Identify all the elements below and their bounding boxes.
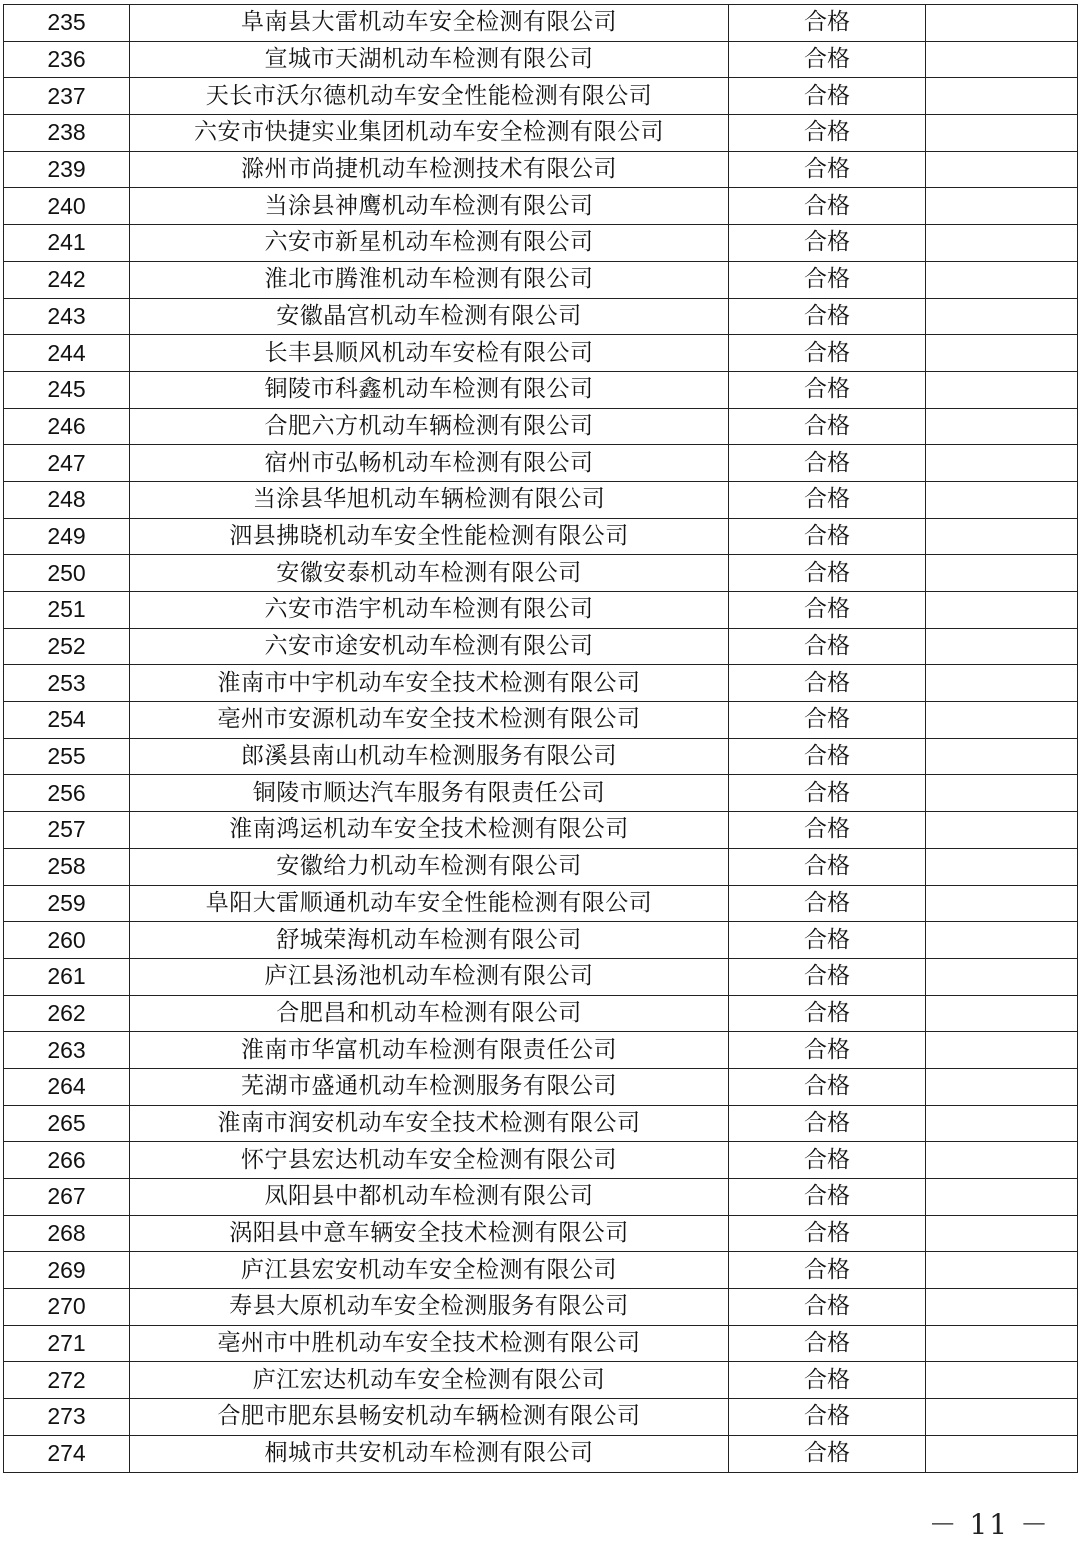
remark-cell <box>926 41 1078 78</box>
result-cell: 合格 <box>729 518 926 555</box>
company-name-cell: 六安市浩宇机动车检测有限公司 <box>130 592 729 629</box>
table-row <box>4 555 1078 592</box>
row-number-cell: 235 <box>4 5 130 42</box>
table-row <box>4 225 1078 262</box>
remark-cell <box>926 481 1078 518</box>
row-number-cell: 274 <box>4 1435 130 1472</box>
table-row <box>4 738 1078 775</box>
result-cell: 合格 <box>729 1032 926 1069</box>
company-name-cell: 芜湖市盛通机动车检测服务有限公司 <box>130 1068 729 1105</box>
company-name-cell: 涡阳县中意车辆安全技术检测有限公司 <box>130 1215 729 1252</box>
table-row <box>4 261 1078 298</box>
result-cell: 合格 <box>729 1252 926 1289</box>
table-row <box>4 1105 1078 1142</box>
table-row <box>4 885 1078 922</box>
result-cell: 合格 <box>729 5 926 42</box>
remark-cell <box>926 1289 1078 1326</box>
table-row <box>4 1032 1078 1069</box>
result-cell: 合格 <box>729 41 926 78</box>
result-cell: 合格 <box>729 1105 926 1142</box>
company-name-cell: 安徽给力机动车检测有限公司 <box>130 848 729 885</box>
result-cell: 合格 <box>729 225 926 262</box>
table-row <box>4 1068 1078 1105</box>
remark-cell <box>926 225 1078 262</box>
row-number-cell: 265 <box>4 1105 130 1142</box>
row-number-cell: 266 <box>4 1142 130 1179</box>
company-name-cell: 合肥六方机动车辆检测有限公司 <box>130 408 729 445</box>
row-number-cell: 236 <box>4 41 130 78</box>
table-row <box>4 188 1078 225</box>
company-name-cell: 安徽晶宫机动车检测有限公司 <box>130 298 729 335</box>
table-row <box>4 958 1078 995</box>
remark-cell <box>926 261 1078 298</box>
company-name-cell: 桐城市共安机动车检测有限公司 <box>130 1435 729 1472</box>
result-cell: 合格 <box>729 1142 926 1179</box>
result-cell: 合格 <box>729 592 926 629</box>
table-row <box>4 151 1078 188</box>
result-cell: 合格 <box>729 738 926 775</box>
company-name-cell: 合肥昌和机动车检测有限公司 <box>130 995 729 1032</box>
result-cell: 合格 <box>729 812 926 849</box>
table-row <box>4 775 1078 812</box>
company-name-cell: 舒城荣海机动车检测有限公司 <box>130 922 729 959</box>
result-cell: 合格 <box>729 335 926 372</box>
result-cell: 合格 <box>729 848 926 885</box>
remark-cell <box>926 1032 1078 1069</box>
table-row <box>4 1399 1078 1436</box>
result-cell: 合格 <box>729 408 926 445</box>
row-number-cell: 240 <box>4 188 130 225</box>
company-name-cell: 滁州市尚捷机动车检测技术有限公司 <box>130 151 729 188</box>
remark-cell <box>926 371 1078 408</box>
company-name-cell: 凤阳县中都机动车检测有限公司 <box>130 1179 729 1216</box>
remark-cell <box>926 922 1078 959</box>
company-name-cell: 天长市沃尔德机动车安全性能检测有限公司 <box>130 78 729 115</box>
remark-cell <box>926 592 1078 629</box>
table-row <box>4 445 1078 482</box>
remark-cell <box>926 775 1078 812</box>
company-name-cell: 六安市快捷实业集团机动车安全检测有限公司 <box>130 115 729 152</box>
company-name-cell: 当涂县华旭机动车辆检测有限公司 <box>130 481 729 518</box>
row-number-cell: 273 <box>4 1399 130 1436</box>
company-name-cell: 淮南市润安机动车安全技术检测有限公司 <box>130 1105 729 1142</box>
result-cell: 合格 <box>729 775 926 812</box>
company-name-cell: 庐江宏达机动车安全检测有限公司 <box>130 1362 729 1399</box>
page-number: － 11 － <box>928 1508 1050 1541</box>
remark-cell <box>926 1325 1078 1362</box>
result-cell: 合格 <box>729 1435 926 1472</box>
remark-cell <box>926 812 1078 849</box>
result-cell: 合格 <box>729 481 926 518</box>
company-name-cell: 安徽安泰机动车检测有限公司 <box>130 555 729 592</box>
row-number-cell: 260 <box>4 922 130 959</box>
result-cell: 合格 <box>729 995 926 1032</box>
row-number-cell: 272 <box>4 1362 130 1399</box>
company-name-cell: 淮南市中宇机动车安全技术检测有限公司 <box>130 665 729 702</box>
row-number-cell: 264 <box>4 1068 130 1105</box>
remark-cell <box>926 1252 1078 1289</box>
remark-cell <box>926 848 1078 885</box>
table-row <box>4 1252 1078 1289</box>
company-name-cell: 淮南市华富机动车检测有限责任公司 <box>130 1032 729 1069</box>
remark-cell <box>926 115 1078 152</box>
result-cell: 合格 <box>729 151 926 188</box>
row-number-cell: 252 <box>4 628 130 665</box>
remark-cell <box>926 1068 1078 1105</box>
table-row <box>4 922 1078 959</box>
remark-cell <box>926 702 1078 739</box>
table-row <box>4 702 1078 739</box>
row-number-cell: 251 <box>4 592 130 629</box>
remark-cell <box>926 408 1078 445</box>
row-number-cell: 238 <box>4 115 130 152</box>
company-name-cell: 淮南鸿运机动车安全技术检测有限公司 <box>130 812 729 849</box>
remark-cell <box>926 1105 1078 1142</box>
remark-cell <box>926 995 1078 1032</box>
row-number-cell: 254 <box>4 702 130 739</box>
row-number-cell: 248 <box>4 481 130 518</box>
row-number-cell: 271 <box>4 1325 130 1362</box>
remark-cell <box>926 151 1078 188</box>
company-name-cell: 庐江县宏安机动车安全检测有限公司 <box>130 1252 729 1289</box>
result-cell: 合格 <box>729 958 926 995</box>
row-number-cell: 249 <box>4 518 130 555</box>
company-name-cell: 阜南县大雷机动车安全检测有限公司 <box>130 5 729 42</box>
row-number-cell: 244 <box>4 335 130 372</box>
company-name-cell: 泗县拂晓机动车安全性能检测有限公司 <box>130 518 729 555</box>
result-cell: 合格 <box>729 188 926 225</box>
table-row <box>4 78 1078 115</box>
row-number-cell: 267 <box>4 1179 130 1216</box>
result-cell: 合格 <box>729 1215 926 1252</box>
table-row <box>4 408 1078 445</box>
row-number-cell: 262 <box>4 995 130 1032</box>
company-name-cell: 阜阳大雷顺通机动车安全性能检测有限公司 <box>130 885 729 922</box>
remark-cell <box>926 335 1078 372</box>
table-row <box>4 665 1078 702</box>
remark-cell <box>926 298 1078 335</box>
company-name-cell: 铜陵市科鑫机动车检测有限公司 <box>130 371 729 408</box>
row-number-cell: 270 <box>4 1289 130 1326</box>
result-cell: 合格 <box>729 1399 926 1436</box>
company-name-cell: 庐江县汤池机动车检测有限公司 <box>130 958 729 995</box>
remark-cell <box>926 1179 1078 1216</box>
company-name-cell: 宣城市天湖机动车检测有限公司 <box>130 41 729 78</box>
table-row <box>4 848 1078 885</box>
result-cell: 合格 <box>729 1289 926 1326</box>
company-name-cell: 铜陵市顺达汽车服务有限责任公司 <box>130 775 729 812</box>
row-number-cell: 261 <box>4 958 130 995</box>
result-cell: 合格 <box>729 665 926 702</box>
result-cell: 合格 <box>729 885 926 922</box>
result-cell: 合格 <box>729 78 926 115</box>
row-number-cell: 268 <box>4 1215 130 1252</box>
row-number-cell: 239 <box>4 151 130 188</box>
table-row <box>4 335 1078 372</box>
remark-cell <box>926 1362 1078 1399</box>
remark-cell <box>926 958 1078 995</box>
remark-cell <box>926 738 1078 775</box>
result-cell: 合格 <box>729 1068 926 1105</box>
table-row <box>4 518 1078 555</box>
remark-cell <box>926 555 1078 592</box>
remark-cell <box>926 445 1078 482</box>
table-row <box>4 995 1078 1032</box>
table-row <box>4 1215 1078 1252</box>
row-number-cell: 237 <box>4 78 130 115</box>
results-table <box>3 4 1078 1473</box>
row-number-cell: 269 <box>4 1252 130 1289</box>
result-cell: 合格 <box>729 1325 926 1362</box>
company-name-cell: 郎溪县南山机动车检测服务有限公司 <box>130 738 729 775</box>
company-name-cell: 亳州市安源机动车安全技术检测有限公司 <box>130 702 729 739</box>
result-cell: 合格 <box>729 922 926 959</box>
company-name-cell: 当涂县神鹰机动车检测有限公司 <box>130 188 729 225</box>
remark-cell <box>926 1399 1078 1436</box>
results-table-body <box>4 5 1078 1473</box>
remark-cell <box>926 628 1078 665</box>
result-cell: 合格 <box>729 555 926 592</box>
company-name-cell: 六安市途安机动车检测有限公司 <box>130 628 729 665</box>
company-name-cell: 合肥市肥东县畅安机动车辆检测有限公司 <box>130 1399 729 1436</box>
row-number-cell: 250 <box>4 555 130 592</box>
table-row <box>4 1435 1078 1472</box>
remark-cell <box>926 5 1078 42</box>
result-cell: 合格 <box>729 628 926 665</box>
table-row <box>4 115 1078 152</box>
row-number-cell: 241 <box>4 225 130 262</box>
table-row <box>4 298 1078 335</box>
result-cell: 合格 <box>729 702 926 739</box>
remark-cell <box>926 78 1078 115</box>
table-row <box>4 1325 1078 1362</box>
remark-cell <box>926 518 1078 555</box>
row-number-cell: 263 <box>4 1032 130 1069</box>
company-name-cell: 淮北市腾淮机动车检测有限公司 <box>130 261 729 298</box>
result-cell: 合格 <box>729 1362 926 1399</box>
company-name-cell: 亳州市中胜机动车安全技术检测有限公司 <box>130 1325 729 1362</box>
result-cell: 合格 <box>729 298 926 335</box>
table-row <box>4 5 1078 42</box>
table-row <box>4 1362 1078 1399</box>
table-row <box>4 371 1078 408</box>
company-name-cell: 六安市新星机动车检测有限公司 <box>130 225 729 262</box>
remark-cell <box>926 1215 1078 1252</box>
table-row <box>4 812 1078 849</box>
row-number-cell: 256 <box>4 775 130 812</box>
row-number-cell: 245 <box>4 371 130 408</box>
row-number-cell: 255 <box>4 738 130 775</box>
table-row <box>4 628 1078 665</box>
table-row <box>4 1289 1078 1326</box>
remark-cell <box>926 665 1078 702</box>
company-name-cell: 寿县大原机动车安全检测服务有限公司 <box>130 1289 729 1326</box>
table-row <box>4 41 1078 78</box>
row-number-cell: 259 <box>4 885 130 922</box>
result-cell: 合格 <box>729 371 926 408</box>
remark-cell <box>926 885 1078 922</box>
result-cell: 合格 <box>729 115 926 152</box>
company-name-cell: 长丰县顺风机动车安检有限公司 <box>130 335 729 372</box>
remark-cell <box>926 1435 1078 1472</box>
row-number-cell: 257 <box>4 812 130 849</box>
row-number-cell: 242 <box>4 261 130 298</box>
table-row <box>4 1142 1078 1179</box>
table-row <box>4 481 1078 518</box>
table-row <box>4 1179 1078 1216</box>
result-cell: 合格 <box>729 1179 926 1216</box>
row-number-cell: 243 <box>4 298 130 335</box>
table-row <box>4 592 1078 629</box>
result-cell: 合格 <box>729 261 926 298</box>
remark-cell <box>926 188 1078 225</box>
row-number-cell: 258 <box>4 848 130 885</box>
company-name-cell: 怀宁县宏达机动车安全检测有限公司 <box>130 1142 729 1179</box>
row-number-cell: 246 <box>4 408 130 445</box>
row-number-cell: 253 <box>4 665 130 702</box>
company-name-cell: 宿州市弘畅机动车检测有限公司 <box>130 445 729 482</box>
result-cell: 合格 <box>729 445 926 482</box>
row-number-cell: 247 <box>4 445 130 482</box>
remark-cell <box>926 1142 1078 1179</box>
